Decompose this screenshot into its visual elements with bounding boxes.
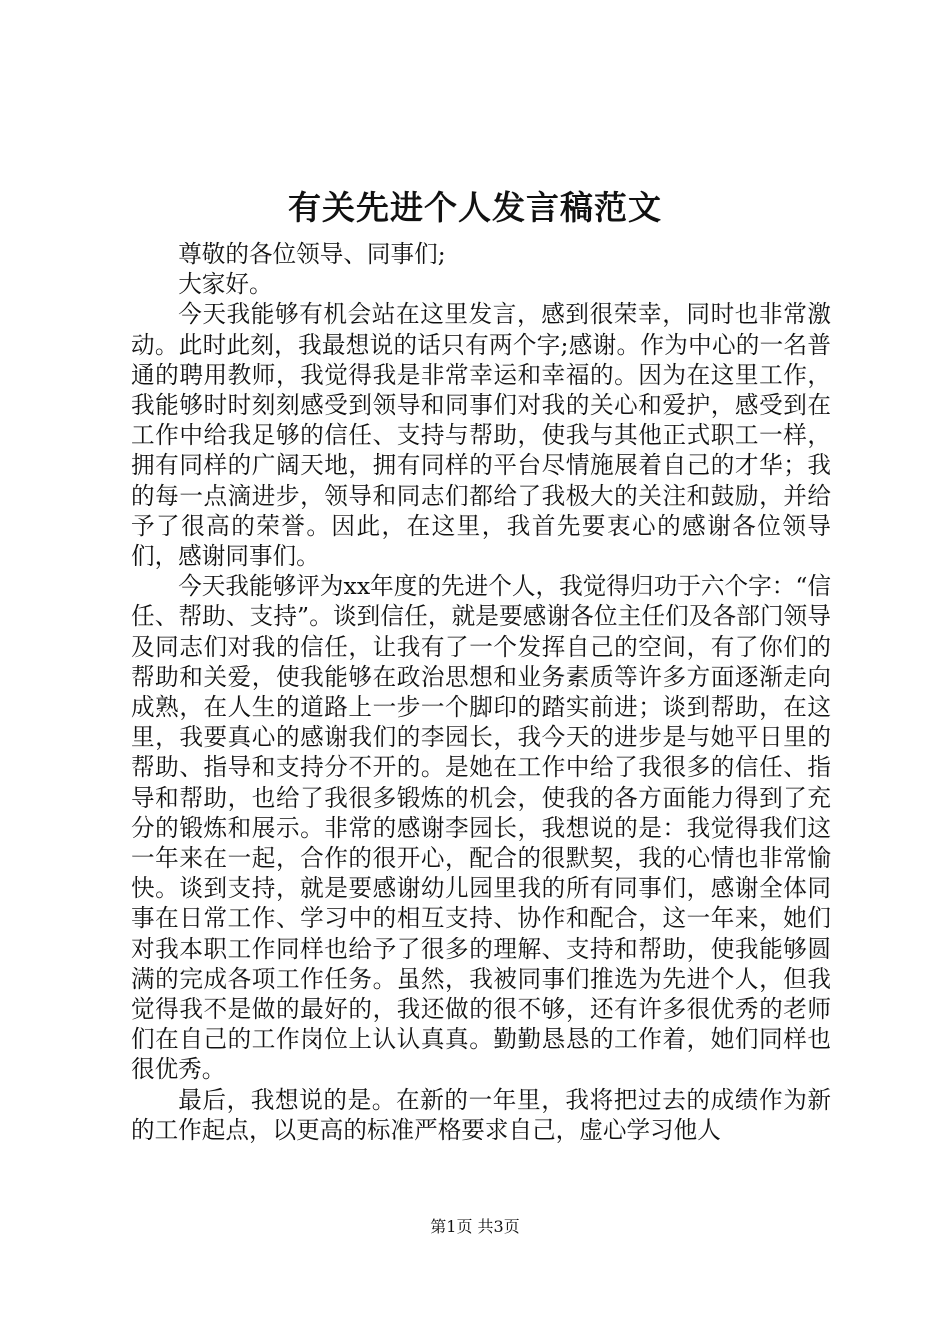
body-paragraph: 最后，我想说的是。在新的一年里，我将把过去的成绩作为新的工作起点，以更高的标准严格要求自己，虚心学习他人 — [131, 1085, 831, 1144]
greeting-paragraph: 大家好。 — [178, 270, 273, 299]
page-footer: 第1页 共3页 — [430, 1217, 520, 1236]
document-body — [131, 239, 831, 1145]
document-title: 有关先进个人发言稿范文 — [288, 188, 662, 227]
salutation-paragraph: 尊敬的各位领导、同事们; — [178, 240, 446, 268]
body-paragraph: 今天我能够有机会站在这里发言，感到很荣幸，同时也非常激动。此时此刻，我最想说的话只有两个字;感谢。作为中心的一名普通的聘用教师，我觉得我是非常幸运和幸福的。因为在这里工作，我能够时时刻刻感受到领导和同事们对我的关心和爱护，感受到在工作中给我足够的信任、支持与帮助，使我与其他正式职工一样，拥有同样的广阔天地，拥有同样的平台尽情施展着自己的才华；我的每一点滴进步，领导和同志们都给了我极大的关注和鼓励，并给予了很高的荣誉。因此，在这里，我首先要衷心的感谢各位领导们，感谢同事们。 — [131, 300, 831, 571]
body-paragraph: 今天我能够评为xx年度的先进个人，我觉得归功于六个字：“信任、帮助、支持”。谈到信任，就是要感谢各位主任们及各部门领导及同志们对我的信任，让我有了一个发挥自己的空间，有了你们的帮助和关爱，使我能够在政治思想和业务素质等许多方面逐渐走向成熟，在人生的道路上一步一个脚印的踏实前进；谈到帮助，在这里，我要真心的感谢我们的李园长，我今天的进步是与她平日里的帮助、指导和支持分不开的。是她在工作中给了我很多的信任、指导和帮助，也给了我很多锻炼的机会，使我的各方面能力得到了充分的锻炼和展示。非常的感谢李园长，我想说的是：我觉得我们这一年来在一起，合作的很开心，配合的很默契，我的心情也非常愉快。谈到支持，就是要感谢幼儿园里我的所有同事们，感谢全体同事在日常工作、学习中的相互支持、协作和配合，这一年来，她们对我本职工作同样也给予了很多的理解、支持和帮助，使我能够圆满的完成各项工作任务。虽然，我被同事们推选为先进个人，但我觉得我不是做的最好的，我还做的很不够，还有许多很优秀的老师们在自己的工作岗位上认认真真。勤勤恳恳的工作着，她们同样也很优秀。 — [131, 572, 831, 1084]
